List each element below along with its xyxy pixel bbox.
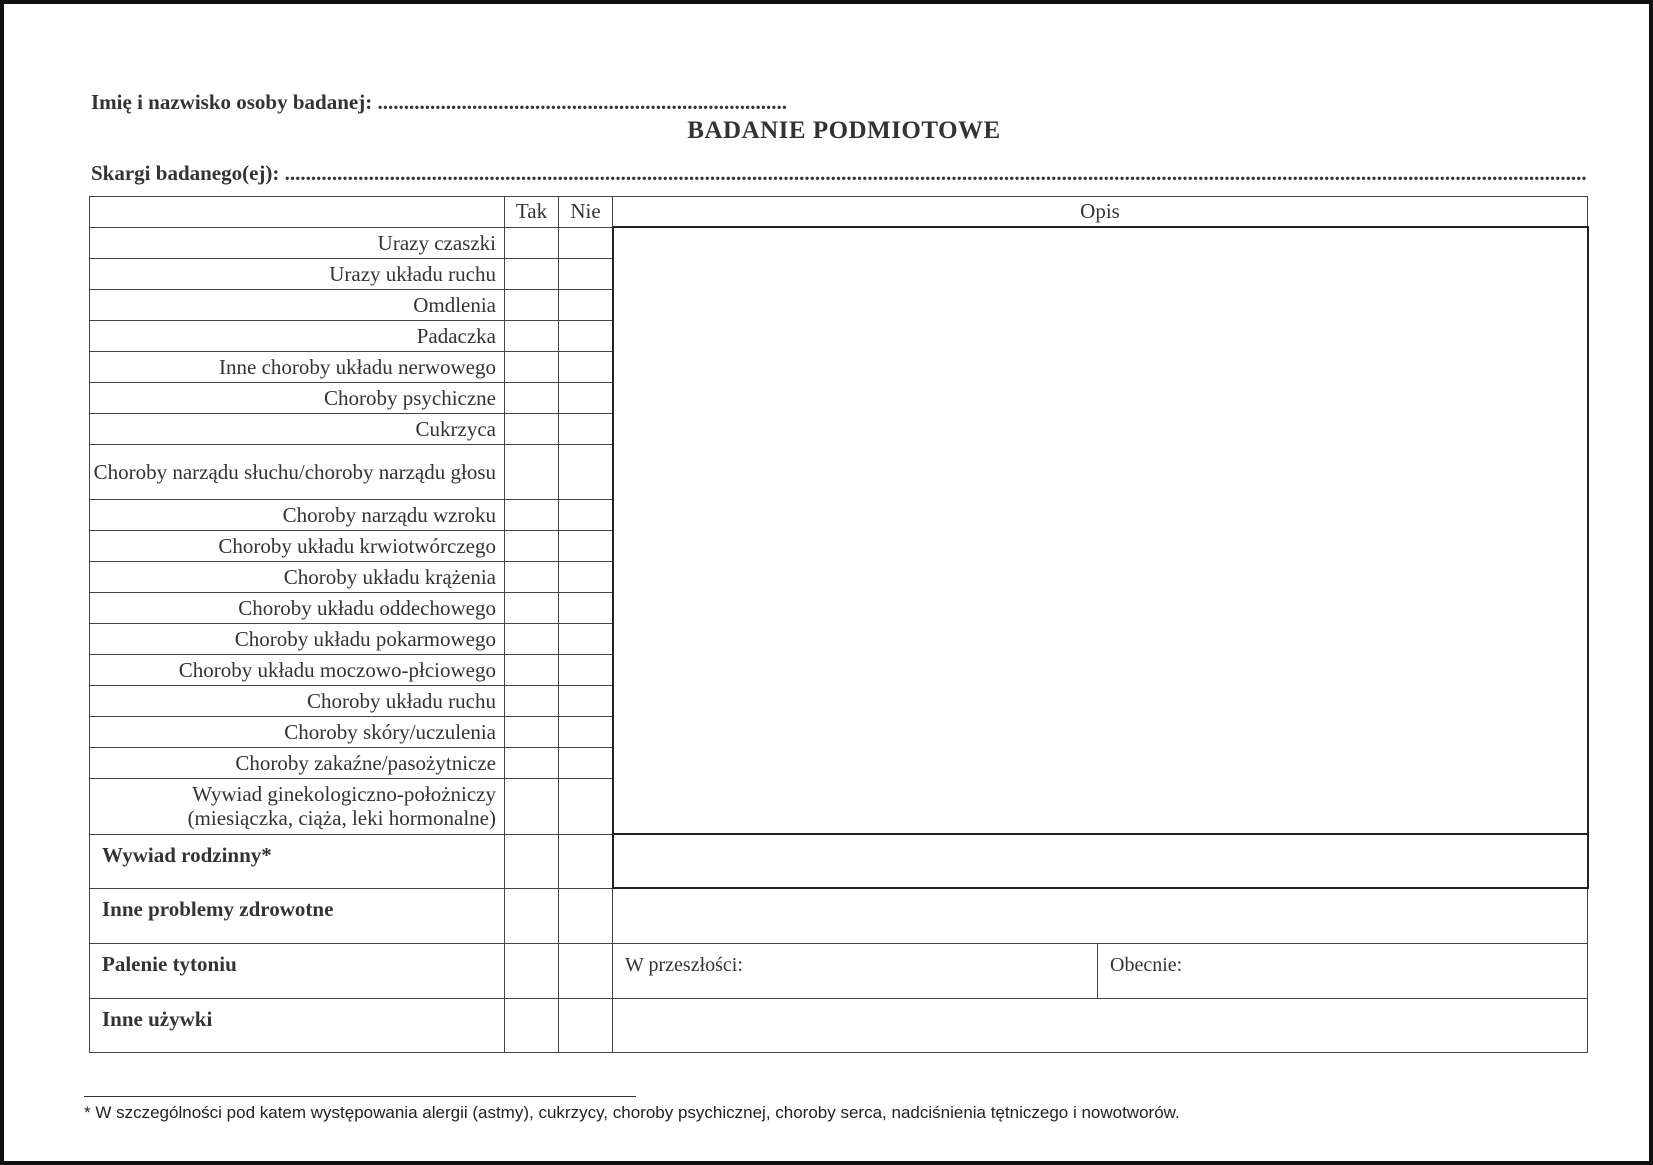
medical-history-table bbox=[89, 196, 1589, 1053]
row-label-choroby-oddechowe: Choroby układu oddechowego bbox=[90, 592, 505, 623]
checkbox-tak[interactable] bbox=[505, 258, 559, 289]
checkbox-nie[interactable] bbox=[559, 888, 613, 943]
checkbox-tak[interactable] bbox=[505, 778, 559, 834]
table-header-blank bbox=[90, 197, 505, 228]
checkbox-tak[interactable] bbox=[505, 382, 559, 413]
checkbox-nie[interactable] bbox=[559, 530, 613, 561]
checkbox-nie[interactable] bbox=[559, 654, 613, 685]
row-label-choroby-ruchu: Choroby układu ruchu bbox=[90, 685, 505, 716]
row-label-inne-choroby-nerwowe: Inne choroby układu nerwowego bbox=[90, 351, 505, 382]
opis-field[interactable] bbox=[613, 227, 1588, 834]
checkbox-tak[interactable] bbox=[505, 561, 559, 592]
checkbox-tak[interactable] bbox=[505, 351, 559, 382]
row-label-inne-uzywki: Inne używki bbox=[90, 998, 505, 1052]
row-label-omdlenia: Omdlenia bbox=[90, 289, 505, 320]
checkbox-tak[interactable] bbox=[505, 530, 559, 561]
checkbox-nie[interactable] bbox=[559, 778, 613, 834]
checkbox-nie[interactable] bbox=[559, 561, 613, 592]
column-header-nie: Nie bbox=[559, 197, 613, 228]
checkbox-nie[interactable] bbox=[559, 413, 613, 444]
other-health-field[interactable] bbox=[613, 888, 1588, 943]
row-label-wywiad-ginekologiczny: Wywiad ginekologiczno-położniczy (miesiączka, ciąża, leki hormonalne) bbox=[90, 778, 505, 834]
checkbox-tak[interactable] bbox=[505, 623, 559, 654]
checkbox-tak[interactable] bbox=[505, 716, 559, 747]
checkbox-nie[interactable] bbox=[559, 289, 613, 320]
row-label-palenie-tytoniu: Palenie tytoniu bbox=[90, 943, 505, 998]
checkbox-nie[interactable] bbox=[559, 227, 613, 258]
footnote-text: * W szczególności pod katem występowania alergii (astmy), cukrzycy, choroby psychicznej, choroby serca, nadciśnienia tętniczego i nowotworów. bbox=[84, 1103, 1180, 1122]
checkbox-nie[interactable] bbox=[559, 351, 613, 382]
row-label-choroby-zakazne: Choroby zakaźne/pasożytnicze bbox=[90, 747, 505, 778]
checkbox-tak[interactable] bbox=[505, 444, 559, 499]
row-label-choroby-moczowo-plciowe: Choroby układu moczowo-płciowego bbox=[90, 654, 505, 685]
row-label-choroby-skory: Choroby skóry/uczulenia bbox=[90, 716, 505, 747]
checkbox-nie[interactable] bbox=[559, 320, 613, 351]
checkbox-tak[interactable] bbox=[505, 943, 559, 998]
checkbox-tak[interactable] bbox=[505, 747, 559, 778]
row-label-inne-problemy: Inne problemy zdrowotne bbox=[90, 888, 505, 943]
patient-name-label: Imię i nazwisko osoby badanej: .............................................................................. bbox=[91, 90, 787, 114]
page-title: BADANIE PODMIOTOWE bbox=[687, 117, 1001, 144]
checkbox-tak[interactable] bbox=[505, 998, 559, 1052]
checkbox-nie[interactable] bbox=[559, 623, 613, 654]
family-history-field[interactable] bbox=[613, 834, 1588, 888]
checkbox-nie[interactable] bbox=[559, 592, 613, 623]
row-label-choroby-wzroku: Choroby narządu wzroku bbox=[90, 499, 505, 530]
complaints-label: Skargi badanego(ej): ........................................................................................................................................................................................................................................................ bbox=[91, 161, 1587, 185]
checkbox-nie[interactable] bbox=[559, 444, 613, 499]
checkbox-tak[interactable] bbox=[505, 289, 559, 320]
row-label-urazy-czaszki: Urazy czaszki bbox=[90, 227, 505, 258]
row-label-choroby-pokarmowe: Choroby układu pokarmowego bbox=[90, 623, 505, 654]
checkbox-nie[interactable] bbox=[559, 685, 613, 716]
checkbox-nie[interactable] bbox=[559, 998, 613, 1052]
row-label-choroby-krwiotworcze: Choroby układu krwiotwórczego bbox=[90, 530, 505, 561]
checkbox-tak[interactable] bbox=[505, 320, 559, 351]
checkbox-tak[interactable] bbox=[505, 654, 559, 685]
column-header-tak: Tak bbox=[505, 197, 559, 228]
row-label-choroby-psychiczne: Choroby psychiczne bbox=[90, 382, 505, 413]
checkbox-nie[interactable] bbox=[559, 716, 613, 747]
checkbox-tak[interactable] bbox=[505, 834, 559, 888]
footnote-divider bbox=[84, 1096, 636, 1097]
row-label-cukrzyca: Cukrzyca bbox=[90, 413, 505, 444]
smoking-now-field[interactable]: Obecnie: bbox=[1098, 943, 1588, 998]
row-label-choroby-krazenia: Choroby układu krążenia bbox=[90, 561, 505, 592]
checkbox-tak[interactable] bbox=[505, 685, 559, 716]
row-label-padaczka: Padaczka bbox=[90, 320, 505, 351]
column-header-opis: Opis bbox=[613, 197, 1588, 228]
checkbox-nie[interactable] bbox=[559, 834, 613, 888]
checkbox-tak[interactable] bbox=[505, 227, 559, 258]
smoking-past-field[interactable]: W przeszłości: bbox=[613, 943, 1098, 998]
checkbox-nie[interactable] bbox=[559, 258, 613, 289]
checkbox-tak[interactable] bbox=[505, 888, 559, 943]
checkbox-tak[interactable] bbox=[505, 592, 559, 623]
row-label-choroby-sluchu-glosu: Choroby narządu słuchu/choroby narządu głosu bbox=[90, 444, 505, 499]
checkbox-nie[interactable] bbox=[559, 943, 613, 998]
checkbox-tak[interactable] bbox=[505, 499, 559, 530]
checkbox-nie[interactable] bbox=[559, 747, 613, 778]
checkbox-tak[interactable] bbox=[505, 413, 559, 444]
checkbox-nie[interactable] bbox=[559, 382, 613, 413]
row-label-urazy-ukladu-ruchu: Urazy układu ruchu bbox=[90, 258, 505, 289]
row-label-wywiad-rodzinny: Wywiad rodzinny* bbox=[90, 834, 505, 888]
checkbox-nie[interactable] bbox=[559, 499, 613, 530]
other-substances-field[interactable] bbox=[613, 998, 1588, 1052]
